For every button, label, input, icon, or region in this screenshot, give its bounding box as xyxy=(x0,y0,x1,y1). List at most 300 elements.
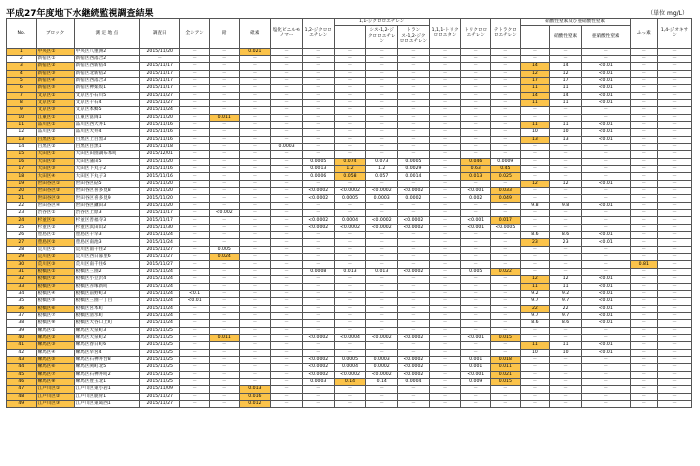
table-cell-pce: <0.0005 xyxy=(491,224,521,231)
table-cell-dx: － xyxy=(658,334,692,341)
table-cell-ng: 14 xyxy=(520,63,550,70)
col-vc: 塩化ビニルモノマー xyxy=(271,19,303,49)
table-cell-tce: 0.002 xyxy=(461,195,491,202)
table-cell-as: － xyxy=(239,129,271,136)
table-cell-block: 板橋区⑥ xyxy=(36,305,74,312)
table-cell-vc: － xyxy=(271,202,303,209)
table-cell-tce: － xyxy=(461,63,491,70)
table-cell-ng: 9.7 xyxy=(520,312,550,319)
table-row xyxy=(7,364,692,371)
table-cell-tce: － xyxy=(461,401,491,408)
table-cell-dce12: － xyxy=(302,342,334,349)
table-cell-block: 中央区① xyxy=(36,48,74,55)
table-cell-as: － xyxy=(239,371,271,378)
table-cell-dce12: － xyxy=(302,136,334,143)
table-cell-n2: － xyxy=(581,48,630,55)
table-cell-as: － xyxy=(239,312,271,319)
table-cell-cn: － xyxy=(180,283,210,290)
table-cell-cis: 0.013 xyxy=(366,268,398,275)
table-cell-dce12: － xyxy=(302,85,334,92)
table-cell-trans: － xyxy=(398,143,430,150)
table-cell-no: 3 xyxy=(7,63,37,70)
table-cell-cn: － xyxy=(180,246,210,253)
table-cell-dce11: － xyxy=(334,232,366,239)
table-cell-block: 大田区① xyxy=(36,151,74,158)
table-cell-place: 目黒区上目黒3 xyxy=(74,136,140,143)
table-cell-b: － xyxy=(630,77,657,84)
table-cell-trans: － xyxy=(398,283,430,290)
table-cell-n1: 12 xyxy=(550,180,582,187)
table-cell-b: － xyxy=(630,107,657,114)
table-cell-vc: － xyxy=(271,349,303,356)
table-cell-cis: － xyxy=(366,143,398,150)
table-cell-n1: － xyxy=(550,151,582,158)
table-row xyxy=(7,166,692,173)
table-cell-vc: － xyxy=(271,70,303,77)
table-cell-tce: 0.013 xyxy=(461,173,491,180)
table-cell-place: 豊島区南池3 xyxy=(74,239,140,246)
table-cell-n1: － xyxy=(550,327,582,334)
table-cell-trans: － xyxy=(398,312,430,319)
table-cell-n1: － xyxy=(550,55,582,62)
table-cell-date: 2015/11/24 xyxy=(140,268,180,275)
table-cell-no: 46 xyxy=(7,378,37,385)
table-cell-vc: － xyxy=(271,290,303,297)
table-cell-vc: － xyxy=(271,85,303,92)
table-cell-n2: － xyxy=(581,55,630,62)
table-cell-pb: － xyxy=(209,158,239,165)
table-cell-block: 練馬区① xyxy=(36,327,74,334)
table-cell-dx: － xyxy=(658,283,692,290)
table-cell-pb: － xyxy=(209,276,239,283)
table-cell-dx: － xyxy=(658,63,692,70)
table-cell-n1: － xyxy=(550,217,582,224)
table-cell-pb: － xyxy=(209,151,239,158)
table-cell-ng: 11 xyxy=(520,342,550,349)
table-row xyxy=(7,342,692,349)
table-cell-vc: － xyxy=(271,166,303,173)
table-cell-vc: － xyxy=(271,195,303,202)
table-cell-no: 43 xyxy=(7,356,37,363)
table-cell-dx: － xyxy=(658,173,692,180)
table-cell-b: 0.81 xyxy=(630,261,657,268)
table-cell-pb: － xyxy=(209,92,239,99)
table-cell-date: 2015/11/17 xyxy=(140,77,180,84)
table-cell-b: － xyxy=(630,378,657,385)
table-cell-vc: － xyxy=(271,151,303,158)
table-cell-pce: － xyxy=(491,283,521,290)
table-cell-pb: － xyxy=(209,290,239,297)
col-pce: テトラクロロエチレン xyxy=(491,19,521,49)
table-cell-cis: － xyxy=(366,305,398,312)
table-cell-pce: － xyxy=(491,92,521,99)
table-cell-trans: － xyxy=(398,261,430,268)
table-cell-place: 練馬区関町北5 xyxy=(74,364,140,371)
table-cell-block: 豊島区① xyxy=(36,232,74,239)
table-cell-n2: － xyxy=(581,158,630,165)
table-cell-block: 杉並区① xyxy=(36,217,74,224)
table-cell-ng: － xyxy=(520,327,550,334)
table-cell-cn: － xyxy=(180,158,210,165)
table-cell-pce: － xyxy=(491,342,521,349)
table-cell-pce: － xyxy=(491,276,521,283)
results-table-body xyxy=(7,48,692,408)
table-cell-n1: 14 xyxy=(550,92,582,99)
table-cell-n2: <0.01 xyxy=(581,239,630,246)
table-cell-b: － xyxy=(630,342,657,349)
table-cell-b: － xyxy=(630,173,657,180)
table-cell-n2: － xyxy=(581,327,630,334)
table-cell-trans: － xyxy=(398,232,430,239)
table-cell-no: 13 xyxy=(7,136,37,143)
table-cell-place: 文京区千石4 xyxy=(74,99,140,106)
table-cell-ng: 11 xyxy=(520,99,550,106)
table-cell-no: 41 xyxy=(7,342,37,349)
table-row xyxy=(7,136,692,143)
table-cell-dx: － xyxy=(658,386,692,393)
table-cell-dce11: － xyxy=(334,85,366,92)
table-cell-ng: 11 xyxy=(520,85,550,92)
table-cell-n2: <0.01 xyxy=(581,298,630,305)
table-cell-pce: － xyxy=(491,254,521,261)
table-cell-n1: － xyxy=(550,188,582,195)
table-cell-tca: － xyxy=(429,180,461,187)
table-cell-no: 39 xyxy=(7,327,37,334)
table-cell-trans: － xyxy=(398,386,430,393)
table-cell-cis: － xyxy=(366,77,398,84)
table-cell-pce: － xyxy=(491,393,521,400)
table-cell-pb: － xyxy=(209,393,239,400)
table-cell-n1: 9.7 xyxy=(550,298,582,305)
table-cell-as: － xyxy=(239,232,271,239)
table-cell-date: 2015/11/16 xyxy=(140,173,180,180)
table-cell-vc: － xyxy=(271,371,303,378)
table-cell-vc: － xyxy=(271,55,303,62)
table-cell-place: 新宿区北新宿2 xyxy=(74,70,140,77)
table-cell-trans: － xyxy=(398,210,430,217)
table-cell-date: 2015/11/16 xyxy=(140,121,180,128)
table-cell-date: 2015/11/24 xyxy=(140,283,180,290)
table-cell-pb: － xyxy=(209,378,239,385)
table-cell-n1: － xyxy=(550,378,582,385)
table-cell-trans: <0.0002 xyxy=(398,364,430,371)
table-cell-n1: － xyxy=(550,224,582,231)
table-cell-n2: <0.01 xyxy=(581,121,630,128)
table-cell-tce: － xyxy=(461,107,491,114)
unit-label: （単位 mg/L） xyxy=(647,10,688,17)
table-cell-vc: － xyxy=(271,298,303,305)
col-place: 測 定 地 点 xyxy=(74,19,140,49)
table-cell-ng: 14 xyxy=(520,92,550,99)
table-row xyxy=(7,195,692,202)
table-cell-n1: － xyxy=(550,364,582,371)
table-cell-b: － xyxy=(630,99,657,106)
table-cell-tce: 0.001 xyxy=(461,364,491,371)
table-cell-dce11: － xyxy=(334,401,366,408)
table-cell-pb: － xyxy=(209,217,239,224)
table-cell-pb: － xyxy=(209,298,239,305)
table-cell-no: 25 xyxy=(7,224,37,231)
table-cell-dx: － xyxy=(658,136,692,143)
table-cell-block: 練馬区⑤ xyxy=(36,356,74,363)
table-cell-place: 大田区田園調布本町 xyxy=(74,151,140,158)
table-cell-tce: 0.046 xyxy=(461,158,491,165)
table-cell-trans: 0.0029 xyxy=(398,166,430,173)
table-cell-no: 45 xyxy=(7,371,37,378)
table-cell-date: － xyxy=(140,55,180,62)
table-cell-no: 48 xyxy=(7,393,37,400)
table-cell-cn: － xyxy=(180,121,210,128)
table-cell-dce12: <0.0002 xyxy=(302,371,334,378)
table-cell-place: 豊島区千早3 xyxy=(74,232,140,239)
table-cell-dce11: 0.14 xyxy=(334,378,366,385)
table-cell-as: － xyxy=(239,276,271,283)
table-cell-block: 練馬区⑦ xyxy=(36,371,74,378)
table-cell-cn: － xyxy=(180,173,210,180)
table-cell-n1: － xyxy=(550,254,582,261)
table-cell-ng: － xyxy=(520,386,550,393)
table-cell-dx: － xyxy=(658,342,692,349)
table-cell-no: 6 xyxy=(7,85,37,92)
table-cell-n2: － xyxy=(581,166,630,173)
table-cell-date: 2015/11/27 xyxy=(140,92,180,99)
table-cell-b: － xyxy=(630,85,657,92)
table-cell-no: 9 xyxy=(7,107,37,114)
table-cell-tce: － xyxy=(461,386,491,393)
table-cell-dce11: <0.0002 xyxy=(334,224,366,231)
table-cell-dce12: <0.0002 xyxy=(302,188,334,195)
table-cell-pb: － xyxy=(209,188,239,195)
table-cell-dce12: － xyxy=(302,143,334,150)
table-cell-date: 2015/11/24 xyxy=(140,239,180,246)
table-cell-pb: 0.024 xyxy=(209,254,239,261)
table-cell-as: － xyxy=(239,173,271,180)
table-cell-b: － xyxy=(630,166,657,173)
table-cell-cn: － xyxy=(180,136,210,143)
table-cell-trans: 0.0004 xyxy=(398,378,430,385)
table-cell-cis: <0.0002 xyxy=(366,224,398,231)
table-cell-n2: <0.01 xyxy=(581,63,630,70)
table-cell-dce12: － xyxy=(302,246,334,253)
table-cell-cn: － xyxy=(180,239,210,246)
table-cell-trans: － xyxy=(398,151,430,158)
table-cell-vc: － xyxy=(271,246,303,253)
table-cell-tce: － xyxy=(461,254,491,261)
table-cell-ng: － xyxy=(520,55,550,62)
table-cell-ng: － xyxy=(520,334,550,341)
table-row xyxy=(7,268,692,275)
table-cell-cis: <0.0002 xyxy=(366,188,398,195)
table-cell-no: 16 xyxy=(7,158,37,165)
table-cell-dce11: － xyxy=(334,70,366,77)
table-cell-trans: － xyxy=(398,55,430,62)
table-cell-cis: － xyxy=(366,320,398,327)
table-cell-block: 世田谷区② xyxy=(36,188,74,195)
table-cell-vc: － xyxy=(271,283,303,290)
table-cell-trans: － xyxy=(398,114,430,121)
table-cell-n2: － xyxy=(581,188,630,195)
table-cell-dce12: － xyxy=(302,129,334,136)
table-row xyxy=(7,327,692,334)
table-cell-date: 2015/11/09 xyxy=(140,386,180,393)
table-cell-vc: － xyxy=(271,401,303,408)
table-cell-ng: － xyxy=(520,364,550,371)
table-cell-cn: － xyxy=(180,320,210,327)
table-cell-block: 江戸川区③ xyxy=(36,401,74,408)
table-cell-pce: － xyxy=(491,349,521,356)
table-cell-cn: － xyxy=(180,188,210,195)
table-cell-b: － xyxy=(630,364,657,371)
table-cell-dce11: － xyxy=(334,254,366,261)
table-cell-cis: － xyxy=(366,99,398,106)
table-cell-date: 2015/11/17 xyxy=(140,217,180,224)
table-cell-no: 26 xyxy=(7,232,37,239)
table-cell-date: 2015/11/17 xyxy=(140,63,180,70)
table-cell-n1: 9.8 xyxy=(550,202,582,209)
table-cell-pce: 0.022 xyxy=(491,268,521,275)
table-cell-dx: － xyxy=(658,298,692,305)
table-cell-cn: － xyxy=(180,349,210,356)
table-cell-n2: － xyxy=(581,401,630,408)
table-cell-ng: 12 xyxy=(520,180,550,187)
table-row xyxy=(7,254,692,261)
table-cell-n1: 14 xyxy=(550,63,582,70)
table-cell-place: 江東区富岡1 xyxy=(74,114,140,121)
table-cell-block: 板橋区④ xyxy=(36,290,74,297)
table-cell-place: 荒川区南千住2 xyxy=(74,246,140,253)
table-cell-cn: － xyxy=(180,166,210,173)
table-cell-pce: 0.049 xyxy=(491,195,521,202)
table-cell-b: － xyxy=(630,92,657,99)
table-cell-vc: － xyxy=(271,342,303,349)
table-cell-trans: － xyxy=(398,246,430,253)
table-cell-pb: － xyxy=(209,143,239,150)
table-cell-ng: 12 xyxy=(520,70,550,77)
table-cell-cn: <0.1 xyxy=(180,290,210,297)
table-cell-cn: － xyxy=(180,210,210,217)
table-cell-pce: － xyxy=(491,320,521,327)
table-cell-block: 文京区① xyxy=(36,92,74,99)
table-row xyxy=(7,143,692,150)
col-no: No. xyxy=(7,19,37,49)
col-tca: 1,1,1-トリクロロエタン xyxy=(429,19,461,49)
table-cell-n2: － xyxy=(581,268,630,275)
table-cell-pce: － xyxy=(491,143,521,150)
table-cell-no: 29 xyxy=(7,254,37,261)
table-cell-tca: － xyxy=(429,276,461,283)
table-row xyxy=(7,99,692,106)
table-cell-as: － xyxy=(239,114,271,121)
table-cell-n2: <0.01 xyxy=(581,70,630,77)
table-cell-place: 渋谷区上原3 xyxy=(74,210,140,217)
table-cell-cis: － xyxy=(366,121,398,128)
table-cell-pce: － xyxy=(491,129,521,136)
table-cell-pce: 0.025 xyxy=(491,173,521,180)
table-cell-ng: － xyxy=(520,143,550,150)
table-cell-as: － xyxy=(239,77,271,84)
table-cell-cn: － xyxy=(180,151,210,158)
table-cell-tce: <0.001 xyxy=(461,188,491,195)
table-cell-pce: 0.015 xyxy=(491,334,521,341)
table-cell-no: 19 xyxy=(7,180,37,187)
table-row xyxy=(7,63,692,70)
table-cell-trans: － xyxy=(398,63,430,70)
table-cell-dce11: － xyxy=(334,92,366,99)
table-cell-dce11: － xyxy=(334,290,366,297)
table-cell-pce: － xyxy=(491,401,521,408)
table-cell-ng: 8.6 xyxy=(520,320,550,327)
table-cell-tce: － xyxy=(461,85,491,92)
table-cell-dx: － xyxy=(658,158,692,165)
table-row xyxy=(7,401,692,408)
table-cell-n2: － xyxy=(581,356,630,363)
table-cell-block: 練馬区⑥ xyxy=(36,364,74,371)
table-cell-dce11: 0.0004 xyxy=(334,217,366,224)
table-cell-date: 2015/11/27 xyxy=(140,254,180,261)
table-cell-dce12: <0.0002 xyxy=(302,195,334,202)
table-cell-dce11: － xyxy=(334,180,366,187)
table-cell-tca: － xyxy=(429,195,461,202)
col-as: 砒素 xyxy=(239,19,271,49)
table-cell-trans: 0.0014 xyxy=(398,173,430,180)
table-cell-ng: － xyxy=(520,268,550,275)
table-cell-dx: － xyxy=(658,114,692,121)
table-cell-dx: － xyxy=(658,92,692,99)
table-cell-block: 荒川区② xyxy=(36,254,74,261)
table-row xyxy=(7,202,692,209)
table-cell-date: 2015/11/25 xyxy=(140,356,180,363)
table-cell-place: 練馬区早宮4 xyxy=(74,349,140,356)
table-cell-as: － xyxy=(239,188,271,195)
table-cell-dx: － xyxy=(658,55,692,62)
table-cell-cis: <0.0002 xyxy=(366,334,398,341)
table-cell-dce12: 0.0008 xyxy=(302,268,334,275)
table-cell-vc: － xyxy=(271,217,303,224)
table-cell-b: － xyxy=(630,356,657,363)
table-cell-place: 新宿区西落合3 xyxy=(74,77,140,84)
table-cell-trans: － xyxy=(398,70,430,77)
table-cell-trans: <0.0002 xyxy=(398,334,430,341)
table-cell-block: 板橋区⑦ xyxy=(36,312,74,319)
table-cell-tca: － xyxy=(429,342,461,349)
table-cell-block: 大田区② xyxy=(36,158,74,165)
table-cell-pb: － xyxy=(209,63,239,70)
table-cell-ng: 12 xyxy=(520,276,550,283)
table-cell-dce12: － xyxy=(302,276,334,283)
table-cell-n1: － xyxy=(550,356,582,363)
table-cell-n2: － xyxy=(581,210,630,217)
col-b: ふっ素 xyxy=(630,19,657,49)
table-cell-n2: <0.01 xyxy=(581,85,630,92)
table-cell-dce12: － xyxy=(302,320,334,327)
table-cell-b: － xyxy=(630,232,657,239)
table-cell-dx: － xyxy=(658,312,692,319)
table-cell-tca: － xyxy=(429,107,461,114)
table-cell-pb: － xyxy=(209,305,239,312)
table-cell-ng: 11 xyxy=(520,121,550,128)
table-cell-ng: － xyxy=(520,107,550,114)
table-cell-cn: － xyxy=(180,217,210,224)
table-cell-block: 板橋区② xyxy=(36,276,74,283)
table-cell-no: 28 xyxy=(7,246,37,253)
table-cell-dx: － xyxy=(658,401,692,408)
table-cell-tce: － xyxy=(461,239,491,246)
table-cell-trans: － xyxy=(398,342,430,349)
table-cell-pb: － xyxy=(209,320,239,327)
table-cell-b: － xyxy=(630,312,657,319)
table-cell-date: 2015/11/25 xyxy=(140,349,180,356)
table-cell-tce: － xyxy=(461,283,491,290)
